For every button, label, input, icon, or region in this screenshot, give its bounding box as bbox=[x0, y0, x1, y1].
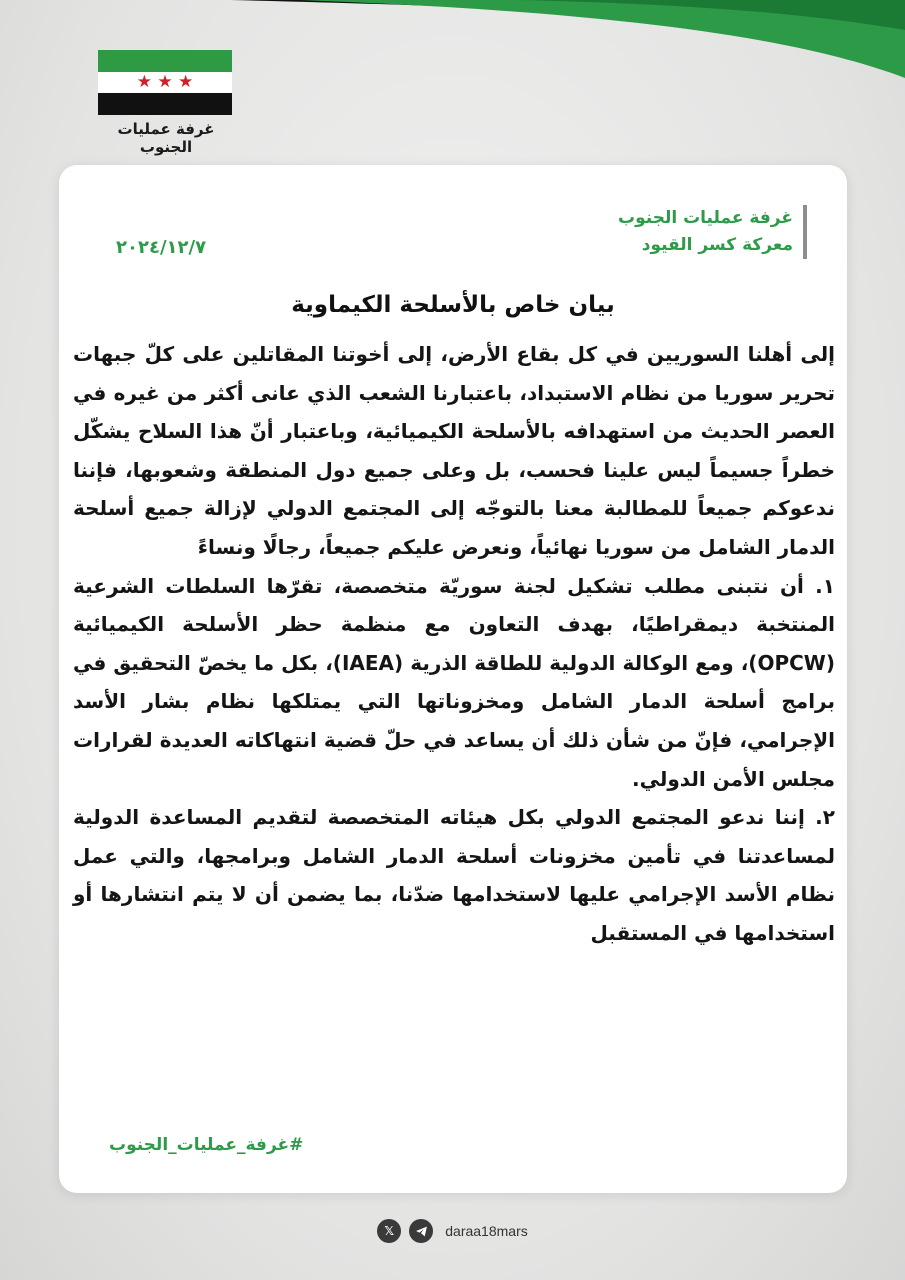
telegram-icon[interactable] bbox=[409, 1219, 433, 1243]
statement-card bbox=[59, 165, 847, 1193]
hashtag[interactable]: #غرفة_عمليات_الجنوب bbox=[109, 1135, 304, 1155]
statement-date: ٢٠٢٤/١٢/٧ bbox=[116, 237, 207, 258]
logo-label: غرفة عمليات الجنوب bbox=[117, 120, 215, 156]
header-block bbox=[618, 205, 807, 259]
x-logo-icon[interactable]: 𝕏 bbox=[377, 1219, 401, 1243]
social-handle[interactable]: daraa18mars bbox=[445, 1223, 528, 1239]
paragraph-intro: إلى أهلنا السوريين في كل بقاع الأرض، إلى أخوتنا المقاتلين على كلّ جبهات تحرير سوريا من نظام الاستبداد، باعتبارنا الشعب الذي عانى أكثر من غيره في العصر الحديث من استهدافه بالأسلحة الكيميائية، وباعتبار أنّ هذا السلاح يشكّل خطراً جسيماً ليس علينا فحسب، بل وعلى جميع دول المنطقة وشعوبها، فإننا ندعوكم جميعاً للمطالبة معنا بالتوجّه إلى المجتمع الدولي لإزالة جميع أسلحة الدمار الشامل من سوريا نهائياً، ونعرض عليكم جميعاً، رجالًا ونساءً bbox=[73, 342, 835, 559]
header-org-name: غرفة عمليات الجنوب bbox=[618, 208, 793, 228]
paragraph-point-1: ١. أن نتبنى مطلب تشكيل لجنة سوريّة متخصصة، تقرّها السلطات الشرعية المنتخبة ديمقراطيًا، بهدف التعاون مع منظمة حظر الأسلحة الكيميائية (OPCW)، ومع الوكالة الدولية للطاقة الذرية (IAEA)، بكل ما يخصّ التحقيق في برامج أسلحة الدمار الشامل ومخزوناتها التي يمتلكها نظام بشار الأسد الإجرامي، فإنّ من شأن ذلك أن يساعد في حلّ قضية انتهاكاته العديدة لقرارات مجلس الأمن الدولي. bbox=[73, 573, 835, 791]
syrian-revolution-flag bbox=[98, 50, 232, 115]
statement-body bbox=[73, 335, 835, 953]
statement-title: بيان خاص بالأسلحة الكيماوية bbox=[291, 292, 615, 318]
paragraph-point-2: ٢. إننا ندعو المجتمع الدولي بكل هيئاته المتخصصة لتقديم المساعدة الدولية لمساعدتنا في تأمين مخزونات أسلحة الدمار الشامل وبرامجها، والتي عمل نظام الأسد الإجرامي عليها لاستخدامها ضدّنا، بما يضمن أن لا يتم انتشارها أو استخدامها في المستقبل bbox=[73, 805, 835, 945]
header-campaign-name: معركة كسر القيود bbox=[641, 235, 793, 255]
footer-social bbox=[0, 1216, 905, 1246]
flag-stars: ★ ★ ★ bbox=[98, 72, 232, 94]
